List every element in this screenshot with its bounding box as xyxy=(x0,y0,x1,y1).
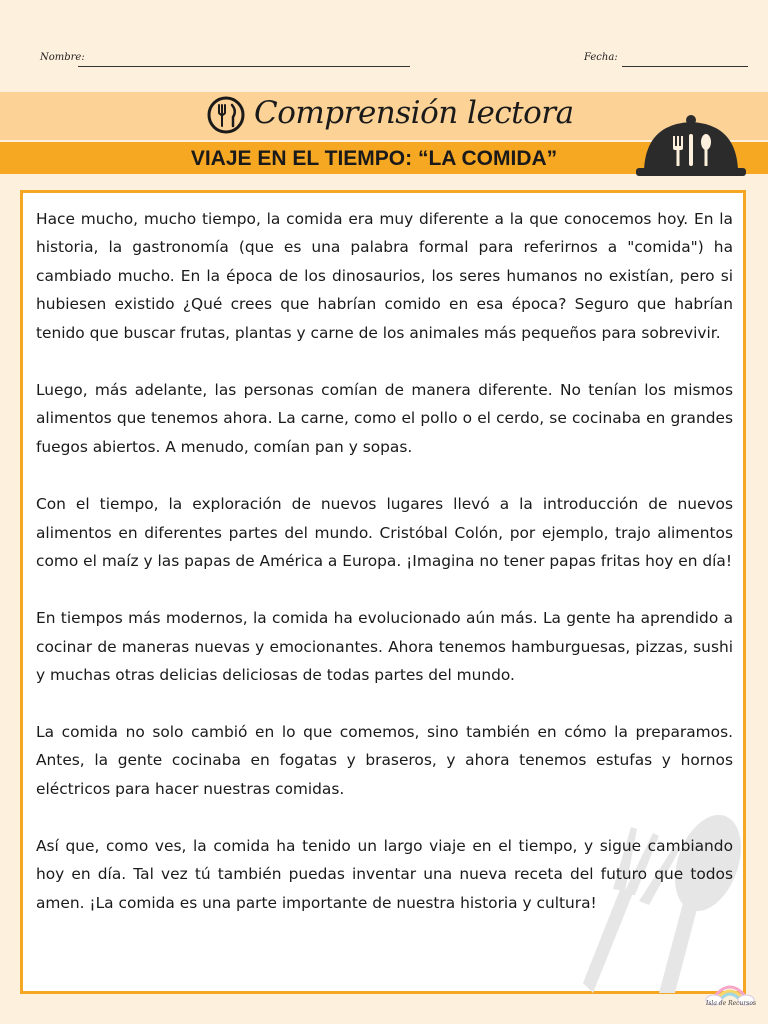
fork-knife-plate-icon xyxy=(206,95,246,135)
name-label: Nombre: xyxy=(40,52,85,63)
cloche-cutlery-icon xyxy=(636,112,746,178)
paragraph: La comida no solo cambió en lo que comemos, sino también en cómo la preparamos. Antes, la gente cocinaba en fogatas y braseros, y ahora tenemos estufas y hornos eléctricos para hacer nuestras comidas. xyxy=(36,722,733,798)
page-title: Comprensión lectora xyxy=(254,95,574,131)
date-field-line[interactable] xyxy=(622,66,748,67)
paragraph: En tiempos más modernos, la comida ha evolucionado aún más. La gente ha aprendido a cocinar de maneras nuevas y emocionantes. Ahora tenemos hamburguesas, pizzas, sushi y muchas otras delicias deliciosas de todas partes del mundo. xyxy=(36,609,733,685)
reading-text xyxy=(36,205,733,917)
worksheet-header xyxy=(0,52,768,72)
logo-text: Isla de Recursos xyxy=(705,1000,757,1007)
reading-text-box xyxy=(20,190,746,994)
paragraph: Con el tiempo, la exploración de nuevos lugares llevó a la introducción de nuevos alimentos en diferentes partes del mundo. Cristóbal Colón, por ejemplo, trajo alimentos como el maíz y las papas de América a Europa. ¡Imagina no tener papas fritas hoy en día! xyxy=(36,495,733,571)
date-label: Fecha: xyxy=(584,52,618,63)
page-subtitle: VIAJE EN EL TIEMPO: “LA COMIDA” xyxy=(190,147,558,170)
name-field-line[interactable] xyxy=(78,66,410,67)
paragraph: Hace mucho, mucho tiempo, la comida era muy diferente a la que conocemos hoy. En la historia, la gastronomía (que es una palabra formal para referirnos a "comida") ha cambiado mucho. En la época de los dinosaurios, los seres humanos no existían, pero si hubiesen existido ¿Qué crees que habrían comido en esa época? Seguro que habrían tenido que buscar frutas, plantas y carne de los animales más pequeños para sobrevivir. xyxy=(36,210,733,342)
paragraph: Así que, como ves, la comida ha tenido un largo viaje en el tiempo, y sigue cambiando hoy en día. Tal vez tú también puedas inventar una nueva receta del futuro que todos amen. ¡La comida es una parte importante de nuestra historia y cultura! xyxy=(36,836,733,912)
paragraph: Luego, más adelante, las personas comían de manera diferente. No tenían los mismos alimentos que tenemos ahora. La carne, como el pollo o el cerdo, se cocinaba en grandes fuegos abiertos. A menudo, comían pan y sopas. xyxy=(36,381,733,456)
